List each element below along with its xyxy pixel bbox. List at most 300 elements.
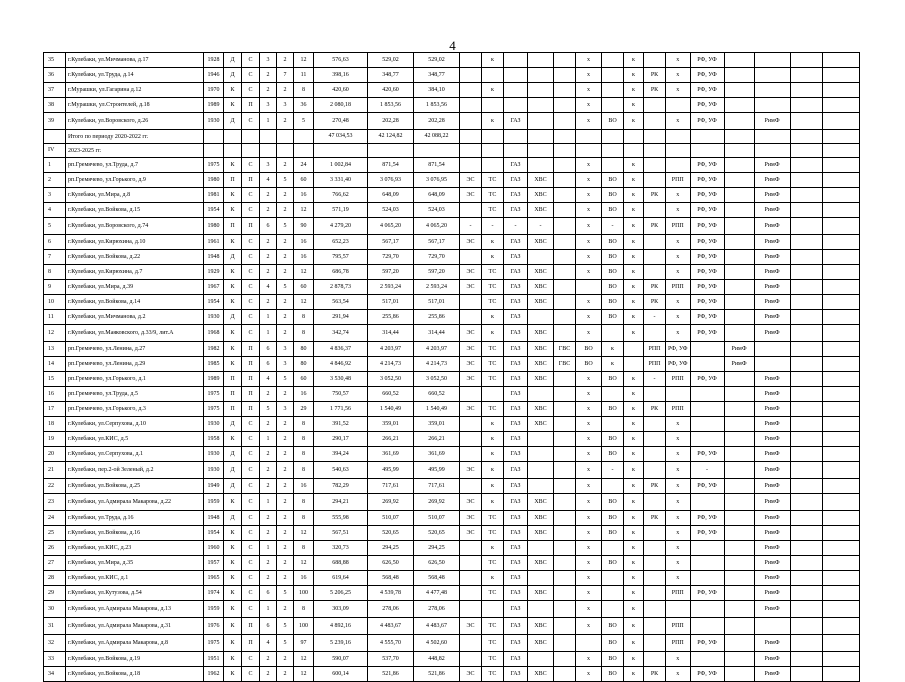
table-cell: к [482, 541, 504, 556]
table-cell: 2 [277, 432, 294, 447]
table-cell [460, 53, 482, 68]
table-cell: ГАЗ [504, 652, 528, 667]
table-cell: к [624, 601, 644, 618]
table-cell [294, 144, 314, 158]
table-cell [242, 130, 260, 144]
table-cell: 510,07 [368, 511, 414, 526]
table-cell: 4 203,97 [414, 342, 460, 357]
table-cell [724, 295, 754, 310]
table-cell: ГАЗ [504, 280, 528, 295]
table-cell: 2 [277, 479, 294, 494]
table-cell [724, 53, 754, 68]
table-cell: 517,01 [414, 295, 460, 310]
table-cell: ВО [602, 310, 624, 325]
table-cell: С [242, 417, 260, 432]
table-cell: 394,24 [314, 447, 368, 462]
table-cell: ГАЗ [504, 250, 528, 265]
table-cell: к [624, 158, 644, 173]
table-row [44, 511, 860, 526]
table-cell [460, 144, 482, 158]
table-cell [554, 68, 576, 83]
table-cell: С [242, 325, 260, 342]
table-cell [644, 325, 666, 342]
table-cell: Д [224, 113, 242, 130]
table-cell: х [666, 447, 691, 462]
table-cell: С [242, 113, 260, 130]
table-cell: 524,03 [414, 203, 460, 218]
table-cell [528, 479, 554, 494]
table-cell: 1948 [204, 250, 224, 265]
table-cell: РимФ [754, 280, 790, 295]
table-cell [528, 144, 554, 158]
table-cell: 16 [294, 387, 314, 402]
table-cell [666, 387, 691, 402]
table-cell [554, 462, 576, 479]
table-cell: 1980 [204, 173, 224, 188]
table-cell: ГАЗ [504, 342, 528, 357]
table-cell [724, 432, 754, 447]
table-cell: 15 [44, 372, 66, 387]
table-cell: х [666, 462, 691, 479]
table-cell: 1975 [204, 635, 224, 652]
table-cell: РФ, УФ [690, 511, 724, 526]
table-cell [724, 218, 754, 235]
table-cell: х [666, 511, 691, 526]
table-cell [554, 571, 576, 586]
table-cell [790, 417, 822, 432]
table-cell [602, 479, 624, 494]
table-cell: ХВС [528, 586, 554, 601]
address-cell: г.Кулебаки, ул.Адмирала Макарова, д.31 [66, 618, 204, 635]
table-cell: РимФ [754, 250, 790, 265]
table-cell: 521,86 [414, 667, 460, 682]
table-cell: 2 [260, 652, 277, 667]
table-cell: 80 [294, 342, 314, 357]
table-cell: ГАЗ [504, 188, 528, 203]
table-cell [554, 618, 576, 635]
table-cell: 1 [260, 494, 277, 511]
table-cell: 8 [294, 511, 314, 526]
table-cell [822, 188, 859, 203]
table-cell [624, 130, 644, 144]
table-cell: 1954 [204, 295, 224, 310]
table-cell [822, 295, 859, 310]
table-cell [724, 372, 754, 387]
table-cell [822, 417, 859, 432]
table-cell: 1980 [204, 218, 224, 235]
table-cell [690, 387, 724, 402]
table-cell: 294,25 [414, 541, 460, 556]
table-cell [790, 98, 822, 113]
address-cell: г.Кулебаки, ул.Войкова, д.25 [66, 479, 204, 494]
table-cell: к [624, 667, 644, 682]
table-cell: 5 [277, 218, 294, 235]
table-cell: х [576, 173, 602, 188]
table-cell: РФ, УФ [690, 280, 724, 295]
table-cell: К [224, 541, 242, 556]
table-cell: С [242, 295, 260, 310]
table-cell: 9 [44, 280, 66, 295]
table-cell: ГАЗ [504, 295, 528, 310]
table-cell: С [242, 652, 260, 667]
table-cell: ЭС [460, 280, 482, 295]
table-cell [822, 98, 859, 113]
table-cell: 2 [277, 511, 294, 526]
table-cell: ХВС [528, 635, 554, 652]
table-cell [602, 601, 624, 618]
table-cell: х [666, 235, 691, 250]
table-cell [504, 68, 528, 83]
table-cell: РимФ [754, 295, 790, 310]
table-cell [822, 432, 859, 447]
table-cell: 19 [44, 432, 66, 447]
table-cell: - [482, 218, 504, 235]
table-cell: 27 [44, 556, 66, 571]
table-cell: 3 [260, 158, 277, 173]
table-cell: 4 555,70 [368, 635, 414, 652]
table-cell: 1 [260, 325, 277, 342]
table-cell: к [624, 387, 644, 402]
table-cell: 8 [294, 462, 314, 479]
table-cell: 6 [260, 218, 277, 235]
table-cell [644, 462, 666, 479]
table-cell: 29 [294, 402, 314, 417]
table-cell: х [576, 494, 602, 511]
table-cell: 80 [294, 357, 314, 372]
table-cell [554, 667, 576, 682]
table-cell: 8 [294, 447, 314, 462]
table-cell: 8 [294, 432, 314, 447]
table-cell [644, 265, 666, 280]
table-cell: - [504, 218, 528, 235]
table-cell: РимФ [754, 462, 790, 479]
table-cell: 8 [294, 417, 314, 432]
table-cell [724, 144, 754, 158]
table-cell: 361,69 [368, 447, 414, 462]
table-cell: РФ, УФ [690, 667, 724, 682]
table-cell [554, 235, 576, 250]
table-cell: 2 [277, 494, 294, 511]
table-cell: 529,02 [368, 53, 414, 68]
table-cell: 660,52 [368, 387, 414, 402]
table-cell: 33 [44, 652, 66, 667]
table-cell [528, 387, 554, 402]
table-cell [822, 571, 859, 586]
table-cell: 2 [277, 295, 294, 310]
table-cell: 6 [260, 342, 277, 357]
table-cell: 4 [260, 280, 277, 295]
table-cell [790, 601, 822, 618]
table-cell: ТС [482, 652, 504, 667]
table-cell: 6 [260, 618, 277, 635]
address-cell: г.Кулебаки, ул.Кирюхина, д.10 [66, 235, 204, 250]
table-cell: 2 [277, 526, 294, 541]
table-cell: к [624, 372, 644, 387]
table-cell: 269,92 [368, 494, 414, 511]
table-cell: С [242, 265, 260, 280]
table-cell [460, 556, 482, 571]
table-cell: К [224, 601, 242, 618]
table-cell: ВО [602, 526, 624, 541]
table-cell: 4 214,73 [414, 357, 460, 372]
table-cell [644, 387, 666, 402]
table-cell: 2 [260, 556, 277, 571]
table-cell: 495,99 [414, 462, 460, 479]
table-cell: 38 [44, 98, 66, 113]
table-cell [724, 387, 754, 402]
table-cell: 5 [277, 280, 294, 295]
table-cell: 270,48 [314, 113, 368, 130]
table-cell [414, 144, 460, 158]
table-cell [666, 98, 691, 113]
table-cell: 2 593,24 [414, 280, 460, 295]
address-cell: г.Кулебаки, ул.Войкова, д.19 [66, 652, 204, 667]
table-cell: х [666, 494, 691, 511]
table-cell [724, 158, 754, 173]
address-cell: г.Кулебаки, ул.Труда, д.14 [66, 68, 204, 83]
table-cell: х [666, 541, 691, 556]
table-cell: ГВС [554, 357, 576, 372]
table-cell [790, 113, 822, 130]
table-cell [790, 479, 822, 494]
table-cell: 524,03 [368, 203, 414, 218]
table-cell [822, 462, 859, 479]
table-cell [644, 235, 666, 250]
table-cell [644, 53, 666, 68]
table-cell: 320,73 [314, 541, 368, 556]
table-cell: ЭС [460, 173, 482, 188]
table-cell: 571,19 [314, 203, 368, 218]
table-cell: 2 [277, 158, 294, 173]
table-cell: 5 [277, 173, 294, 188]
table-cell [644, 417, 666, 432]
table-cell [690, 130, 724, 144]
table-cell [554, 402, 576, 417]
table-cell [822, 265, 859, 280]
table-row [44, 479, 860, 494]
table-cell: 750,57 [314, 387, 368, 402]
table-cell: ЭС [460, 325, 482, 342]
table-row [44, 83, 860, 98]
table-cell [822, 541, 859, 556]
table-cell: РимФ [754, 173, 790, 188]
table-cell: С [242, 541, 260, 556]
table-cell: РФ, УФ [690, 310, 724, 325]
table-cell: 2 [277, 265, 294, 280]
table-cell [754, 83, 790, 98]
table-cell: 4 203,97 [368, 342, 414, 357]
table-cell: х [576, 571, 602, 586]
table-cell: 717,61 [368, 479, 414, 494]
table-cell [790, 618, 822, 635]
table-cell: к [482, 53, 504, 68]
table-cell: 32 [44, 635, 66, 652]
table-cell [482, 98, 504, 113]
table-cell: 3 [260, 98, 277, 113]
table-cell: х [666, 667, 691, 682]
table-cell [644, 173, 666, 188]
address-cell: г.Кулебаки, ул.Кирюхина, д.7 [66, 265, 204, 280]
table-cell: к [482, 417, 504, 432]
table-cell: ЭС [460, 357, 482, 372]
table-cell: х [576, 432, 602, 447]
table-cell: РФ, УФ [690, 526, 724, 541]
table-cell: 25 [44, 526, 66, 541]
table-row [44, 357, 860, 372]
table-cell [576, 635, 602, 652]
table-cell [724, 68, 754, 83]
table-cell [724, 556, 754, 571]
table-cell [554, 218, 576, 235]
table-cell: х [576, 601, 602, 618]
table-cell [554, 203, 576, 218]
table-cell: х [666, 68, 691, 83]
table-cell [528, 601, 554, 618]
table-cell: 4 477,48 [414, 586, 460, 601]
table-cell: 5 [277, 372, 294, 387]
table-cell [724, 130, 754, 144]
table-cell [790, 203, 822, 218]
table-cell: 520,65 [414, 526, 460, 541]
table-cell: 1 [260, 601, 277, 618]
table-cell: 568,48 [368, 571, 414, 586]
table-cell [822, 402, 859, 417]
table-cell [790, 635, 822, 652]
table-cell: 568,48 [414, 571, 460, 586]
table-row [44, 68, 860, 83]
table-cell: РК [644, 218, 666, 235]
table-cell [602, 586, 624, 601]
table-cell: 4 279,20 [314, 218, 368, 235]
table-cell: х [576, 667, 602, 682]
table-cell: ТС [482, 526, 504, 541]
table-cell [460, 130, 482, 144]
table-cell: РФ, УФ [690, 68, 724, 83]
table-cell [528, 83, 554, 98]
table-cell: Д [224, 447, 242, 462]
table-cell [644, 158, 666, 173]
table-cell: 567,17 [368, 235, 414, 250]
table-cell [790, 218, 822, 235]
table-cell: РимФ [754, 158, 790, 173]
table-cell: 21 [44, 462, 66, 479]
table-cell [528, 250, 554, 265]
table-cell [724, 98, 754, 113]
table-cell [554, 250, 576, 265]
table-cell: 4 065,20 [414, 218, 460, 235]
table-cell [644, 203, 666, 218]
table-cell: РПП [666, 372, 691, 387]
table-cell [790, 586, 822, 601]
table-cell [724, 402, 754, 417]
table-cell: К [224, 235, 242, 250]
table-cell: 529,02 [414, 53, 460, 68]
address-cell: г.Кулебаки, ул.Войкова, д.15 [66, 203, 204, 218]
table-row [44, 402, 860, 417]
table-cell [460, 447, 482, 462]
table-cell: ЭС [460, 265, 482, 280]
table-cell [460, 417, 482, 432]
table-cell: ТС [482, 280, 504, 295]
table-cell: РимФ [754, 556, 790, 571]
table-cell: 1 [260, 432, 277, 447]
table-cell: к [482, 113, 504, 130]
table-cell [822, 635, 859, 652]
table-cell: ВО [602, 203, 624, 218]
table-cell: 2 [277, 462, 294, 479]
table-cell [822, 158, 859, 173]
table-cell [482, 158, 504, 173]
table-cell [790, 342, 822, 357]
table-cell: ВО [602, 556, 624, 571]
table-row [44, 295, 860, 310]
table-cell: К [224, 556, 242, 571]
table-cell: ВО [602, 265, 624, 280]
table-cell [242, 144, 260, 158]
table-cell: РФ, УФ [666, 342, 691, 357]
table-cell: РФ, УФ [690, 635, 724, 652]
table-cell: 1 853,56 [414, 98, 460, 113]
table-cell: к [624, 83, 644, 98]
table-cell: 1929 [204, 265, 224, 280]
table-row [44, 280, 860, 295]
table-cell: ЭС [460, 526, 482, 541]
table-cell [822, 511, 859, 526]
table-cell: К [224, 203, 242, 218]
table-cell: К [224, 571, 242, 586]
table-cell [204, 144, 224, 158]
table-cell: 3 [44, 188, 66, 203]
table-cell [460, 68, 482, 83]
table-cell: ГАЗ [504, 586, 528, 601]
table-cell: к [624, 432, 644, 447]
table-cell: К [224, 158, 242, 173]
table-cell: 16 [294, 571, 314, 586]
table-cell: ТС [482, 667, 504, 682]
table-cell: Д [224, 53, 242, 68]
table-cell: 255,86 [414, 310, 460, 325]
table-cell: 1970 [204, 83, 224, 98]
table-cell: ХВС [528, 526, 554, 541]
table-cell: 6 [44, 235, 66, 250]
table-cell: РимФ [754, 417, 790, 432]
table-cell: К [224, 494, 242, 511]
table-cell: РимФ [754, 402, 790, 417]
table-cell: 766,62 [314, 188, 368, 203]
table-cell: ВО [602, 235, 624, 250]
table-cell: 2 [260, 571, 277, 586]
table-cell: ГАЗ [504, 173, 528, 188]
table-cell: ВО [602, 173, 624, 188]
table-cell: 1967 [204, 280, 224, 295]
table-cell: 5 [277, 635, 294, 652]
table-cell [602, 68, 624, 83]
table-cell [822, 618, 859, 635]
table-cell [528, 462, 554, 479]
address-cell: г.Кулебаки, ул.Труда, д.16 [66, 511, 204, 526]
table-cell: 20 [44, 447, 66, 462]
table-cell [554, 53, 576, 68]
table-cell: РК [644, 83, 666, 98]
table-cell [602, 417, 624, 432]
table-cell: 8 [294, 310, 314, 325]
table-cell: ТС [482, 618, 504, 635]
table-cell: к [624, 541, 644, 556]
table-cell: к [624, 235, 644, 250]
table-cell: 2 [277, 541, 294, 556]
table-cell: х [576, 325, 602, 342]
table-cell [528, 98, 554, 113]
